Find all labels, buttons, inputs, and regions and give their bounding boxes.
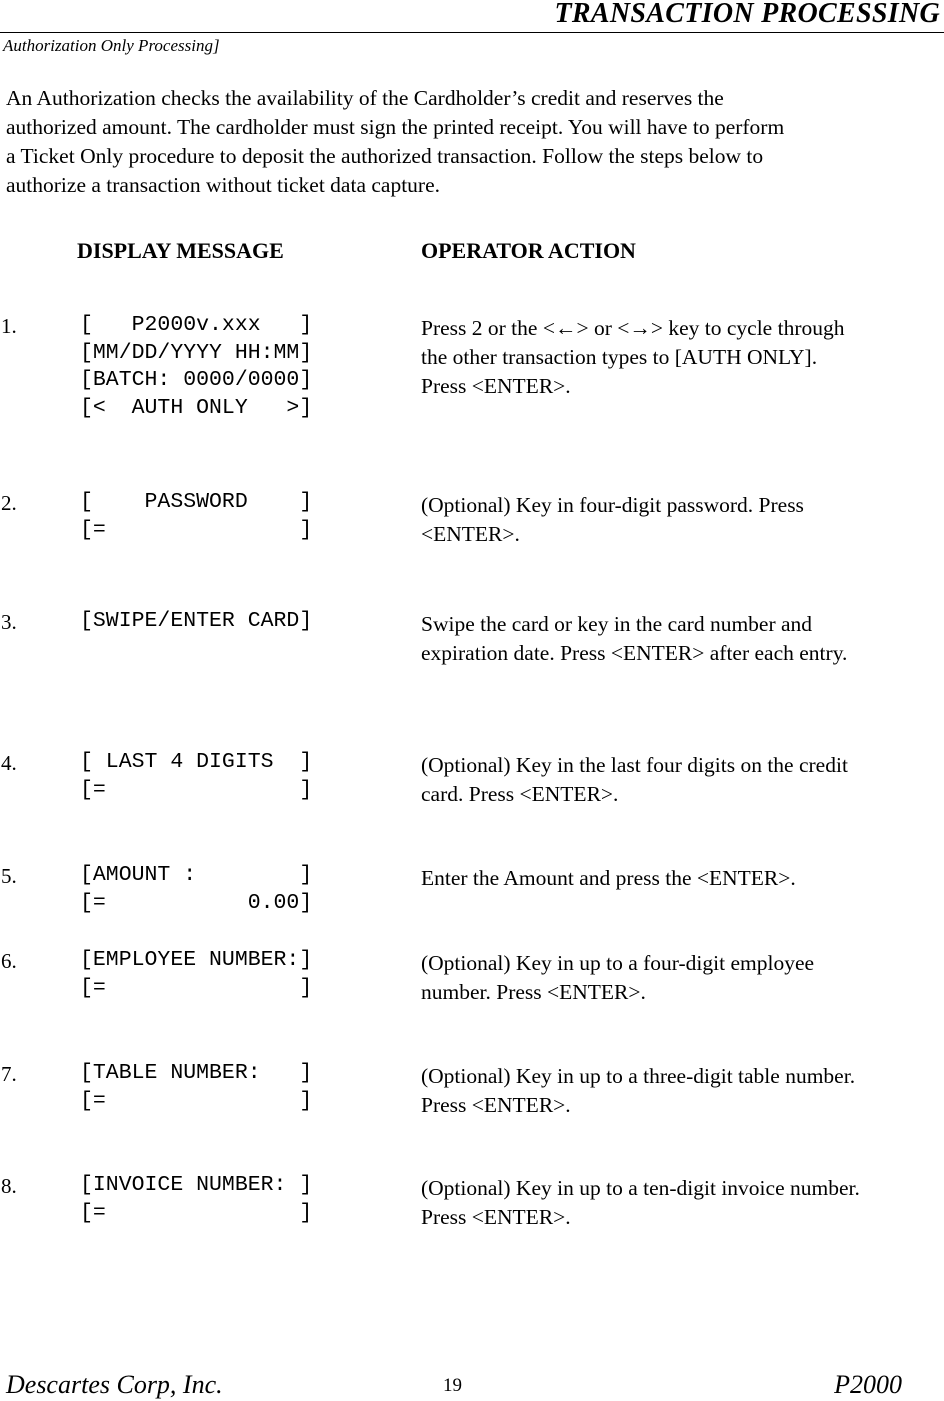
lcd-line: [= ] xyxy=(80,1088,313,1113)
lcd-display-message xyxy=(80,947,312,1002)
lcd-display-message xyxy=(80,489,312,544)
lcd-line: [= ] xyxy=(80,777,313,802)
action-line: (Optional) Key in up to a ten-digit invoice number. xyxy=(421,1176,860,1200)
operator-action xyxy=(421,491,941,549)
action-line: card. Press <ENTER>. xyxy=(421,782,619,806)
lcd-line: [TABLE NUMBER: ] xyxy=(80,1061,313,1085)
operator-action xyxy=(421,949,941,1007)
lcd-display-message xyxy=(80,312,312,422)
page-number: 19 xyxy=(443,1375,462,1396)
action-line: <ENTER>. xyxy=(421,522,520,546)
lcd-line: [ LAST 4 DIGITS ] xyxy=(80,750,313,774)
action-line: number. Press <ENTER>. xyxy=(421,980,646,1004)
action-line: (Optional) Key in four-digit password. Press xyxy=(421,493,804,517)
lcd-line: [BATCH: 0000/0000] xyxy=(80,368,313,392)
lcd-line: [= ] xyxy=(80,1200,313,1225)
operator-action xyxy=(421,1062,941,1120)
operator-action-column-heading: OPERATOR ACTION xyxy=(421,238,636,263)
action-line: the other transaction types to [AUTH ONLY]. xyxy=(421,345,818,369)
intro-line: authorized amount. The cardholder must sign the printed receipt. You will have to perform xyxy=(6,115,785,139)
lcd-line: [< AUTH ONLY >] xyxy=(80,395,313,420)
step-number: 5. xyxy=(1,864,17,888)
lcd-line: [AMOUNT : ] xyxy=(80,863,313,887)
action-line: Press <ENTER>. xyxy=(421,1205,571,1229)
lcd-line: [ PASSWORD ] xyxy=(80,490,313,514)
lcd-line: [INVOICE NUMBER: ] xyxy=(80,1173,313,1197)
lcd-line: [MM/DD/YYYY HH:MM] xyxy=(80,340,313,365)
action-line: Enter the Amount and press the <ENTER>. xyxy=(421,866,796,890)
operator-action xyxy=(421,864,941,893)
step-number: 7. xyxy=(1,1062,17,1086)
action-line: (Optional) Key in up to a four-digit employee xyxy=(421,951,815,975)
action-line: Press <ENTER>. xyxy=(421,374,571,398)
intro-paragraph xyxy=(6,84,940,200)
lcd-display-message xyxy=(80,1060,312,1115)
display-message-column-heading: DISPLAY MESSAGE xyxy=(77,238,284,263)
lcd-line: [= ] xyxy=(80,517,313,542)
footer-product: P2000 xyxy=(834,1370,902,1399)
intro-line: An Authorization checks the availability of the Cardholder’s credit and reserves the xyxy=(6,86,724,110)
page-header-title: TRANSACTION PROCESSING xyxy=(554,0,940,29)
action-line: (Optional) Key in the last four digits on the credit xyxy=(421,753,848,777)
lcd-line: [= 0.00] xyxy=(80,890,313,915)
step-number: 3. xyxy=(1,610,17,634)
section-subtitle: Authorization Only Processing] xyxy=(3,36,220,55)
lcd-line: [= ] xyxy=(80,975,313,1000)
lcd-line: [ P2000v.xxx ] xyxy=(80,313,313,337)
lcd-display-message xyxy=(80,862,312,917)
action-line: Press <ENTER>. xyxy=(421,1093,571,1117)
lcd-display-message xyxy=(80,749,312,804)
operator-action xyxy=(421,751,941,809)
lcd-display-message xyxy=(80,608,312,636)
header-divider xyxy=(0,32,944,33)
step-number: 4. xyxy=(1,751,17,775)
lcd-line: [EMPLOYEE NUMBER:] xyxy=(80,948,313,972)
intro-line: a Ticket Only procedure to deposit the authorized transaction. Follow the steps below to xyxy=(6,144,764,168)
step-number: 6. xyxy=(1,949,17,973)
operator-action xyxy=(421,1174,941,1232)
operator-action xyxy=(421,314,941,401)
action-line: expiration date. Press <ENTER> after each entry. xyxy=(421,641,848,665)
action-line: (Optional) Key in up to a three-digit table number. xyxy=(421,1064,856,1088)
lcd-display-message xyxy=(80,1172,312,1227)
lcd-line: [SWIPE/ENTER CARD] xyxy=(80,609,313,633)
step-number: 8. xyxy=(1,1174,17,1198)
step-number: 2. xyxy=(1,491,17,515)
action-line: Press 2 or the <←> or <→> key to cycle through xyxy=(421,316,845,340)
step-number: 1. xyxy=(1,314,17,338)
footer-company: Descartes Corp, Inc. xyxy=(6,1370,223,1399)
intro-line: authorize a transaction without ticket data capture. xyxy=(6,173,440,197)
action-line: Swipe the card or key in the card number and xyxy=(421,612,813,636)
operator-action xyxy=(421,610,941,668)
